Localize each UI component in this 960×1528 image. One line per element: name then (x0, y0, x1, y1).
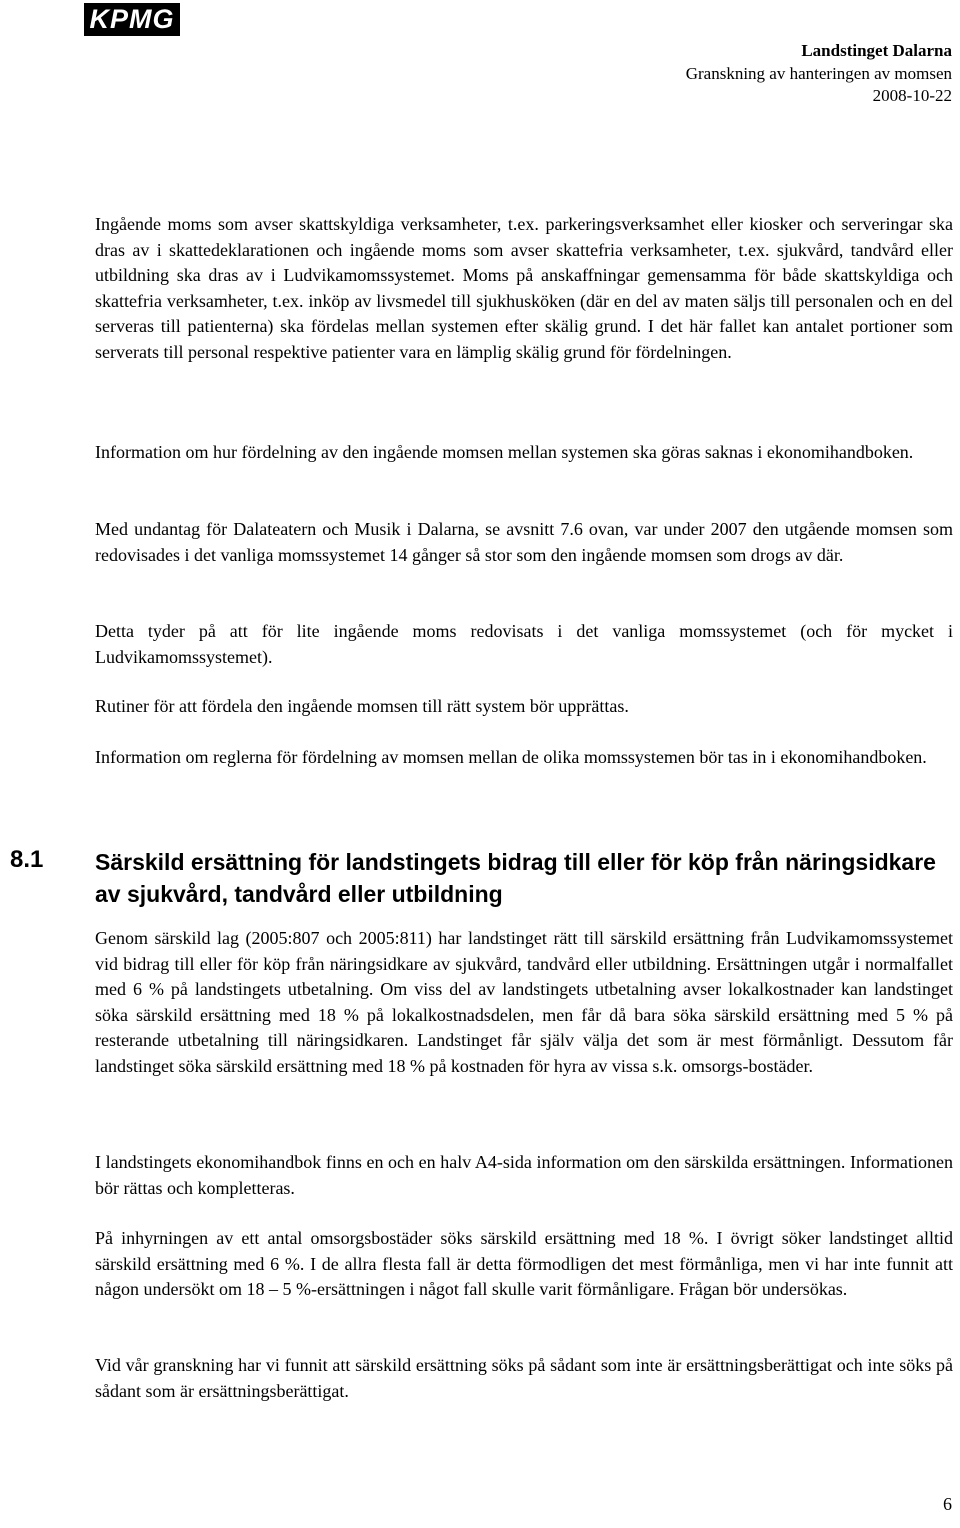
header-report-title: Granskning av hanteringen av momsen (685, 64, 952, 83)
paragraph-information-regler: Information om reglerna för fördelning av momsen mellan de olika momssystemen bör tas in i ekonomihandboken. (95, 747, 927, 767)
paragraph-information-saknas: Information om hur fördelning av den ingående momsen mellan systemen ska göras saknas i ekonomihandboken. (95, 442, 914, 462)
section-paragraph-ekonomihandbok: I landstingets ekonomihandbok finns en och en halv A4-sida information om den särskilda ersättningen. Informationen bör rättas och kompletteras. (95, 1152, 953, 1198)
paragraph-detta-tyder: Detta tyder på att för lite ingående moms redovisats i det vanliga momssystemet (och för mycket i Ludvikamomssystemet). (95, 621, 953, 667)
header-date: 2008-10-22 (872, 86, 952, 105)
paragraph-rutiner: Rutiner för att fördela den ingående momsen till rätt system bör upprättas. (95, 696, 629, 716)
section-paragraph-lag: Genom särskild lag (2005:807 och 2005:811) har landstinget rätt till särskild ersättning från Ludvikamomssystemet vid bidrag till eller för köp från näringsidkare av sjukvård, tandvård eller utbildning. Ersättningen utgår i normalfallet med 6 % på landstingets utbetalning. Om viss del av landstingets utbetalning avser lokalkostnader kan landstinget söka särskild ersättning med 18 % på lokalkostnadsdelen, men får då bara söka särskild ersättning med 5 % på resterande utbetalning till näringsidkaren. Landstinget får själv välja det som är mest förmånligt. Dessutom får landstinget söka särskild ersättning med 18 % på kostnaden för hyra av vissa s.k. omsorgs-bostäder. (95, 928, 953, 1076)
section-paragraph-inhyrningen: På inhyrningen av ett antal omsorgsbostäder söks särskild ersättning med 18 %. I övrigt söker landstinget alltid särskild ersättning med 6 %. I de allra flesta fall är detta förmodligen det mest förmånliga, men vi har inte funnit att någon undersökt om 18 – 5 %-ersättningen i något fall skulle varit förmånligare. Frågan bör undersökas. (95, 1228, 953, 1299)
section-title: Särskild ersättning för landstingets bidrag till eller för köp från näringsidkare av sjukvård, tandvård eller utbildning (95, 849, 936, 907)
kpmg-logo: KPMG (84, 3, 180, 36)
section-paragraph-granskning: Vid vår granskning har vi funnit att särskild ersättning söks på sådant som inte är ersättningsberättigat och inte söks på sådant som är ersättningsberättigat. (95, 1355, 953, 1401)
paragraph-dalateatern: Med undantag för Dalateatern och Musik i Dalarna, se avsnitt 7.6 ovan, var under 2007 den utgående momsen som redovisades i det vanliga momssystemet 14 gånger så stor som den ingående momsen som drogs av där. (95, 519, 953, 565)
page-number: 6 (943, 1494, 952, 1514)
section-number: 8.1 (10, 846, 44, 873)
paragraph-ingaende-moms: Ingående moms som avser skattskyldiga verksamheter, t.ex. parkeringsverksamhet eller kiosker och serveringar ska dras av i skattedeklarationen och ingående moms som avser skattefria verksamheter, t.ex. sjukvård, tandvård eller utbildning ska dras av i Ludvikamomssystemet. Moms på anskaffningar gemensamma för både skattskyldiga och skattefria verksamheter, t.ex. inköp av livsmedel till sjukhusköken (där en del av maten säljs till personalen och en del serveras till patienterna) ska fördelas mellan systemen efter skälig grund. I det här fallet kan antalet portioner som serverats till personal respektive patienter vara en lämplig skälig grund för fördelningen. (95, 214, 953, 362)
header-organization: Landstinget Dalarna (801, 41, 952, 60)
